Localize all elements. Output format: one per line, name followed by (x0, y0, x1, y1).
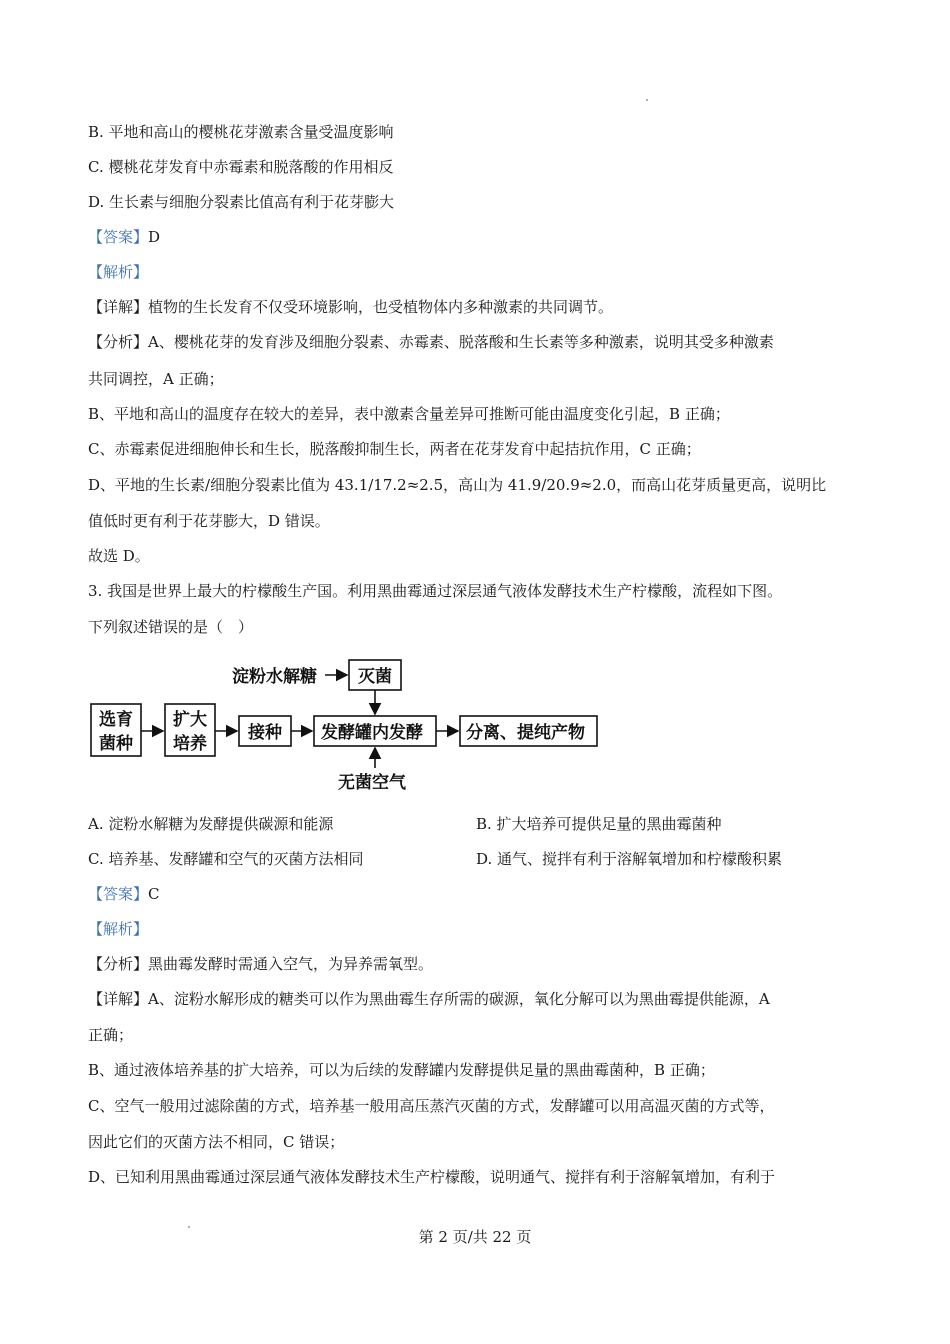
label-separate: 分离、提纯产物 (466, 723, 585, 743)
detail-text: 植物的生长发育不仅受环境影响，也受植物体内多种激素的共同调节。 (148, 298, 614, 316)
q2-option-b: B. 平地和高山的樱桃花芽激素含量受温度影响 (88, 123, 394, 141)
detail-tag: 【详解】 (88, 990, 149, 1008)
label-select-2: 菌种 (99, 734, 133, 754)
label-ferment: 发酵罐内发酵 (321, 723, 423, 743)
fenxi-text: A、樱桃花芽的发育涉及细胞分裂素、赤霉素、脱落酸和生长素等多种激素，说明其受多种激素 (148, 333, 774, 351)
detail-tag: 【详解】 (88, 298, 149, 316)
detail-text: A、淀粉水解形成的糖类可以作为黑曲霉生存所需的碳源，氧化分解可以为黑曲霉提供能源，A (148, 990, 770, 1008)
scan-dot (646, 99, 648, 101)
label-starch: 淀粉水解糖 (232, 667, 317, 687)
flow-diagram (88, 656, 608, 796)
q2-detail (88, 297, 613, 317)
q2-b-line: B、平地和高山的温度存在较大的差异，表中激素含量差异可推断可能由温度变化引起，B 正确； (88, 405, 730, 423)
q3-option-b: B. 扩大培养可提供足量的黑曲霉菌种 (476, 815, 722, 833)
q3-detail-line1 (88, 989, 770, 1009)
q3-d-line1: D、已知利用黑曲霉通过深层通气液体发酵技术生产柠檬酸，说明通气、搅拌有利于溶解氧增加，有利于 (88, 1168, 776, 1186)
q2-option-d: D. 生长素与细胞分裂素比值高有利于花芽膨大 (88, 193, 395, 211)
page-footer: 第 2 页/共 22 页 (418, 1228, 532, 1246)
q3-b-line: B、通过液体培养基的扩大培养，可以为后续的发酵罐内发酵提供足量的黑曲霉菌种，B 正确； (88, 1061, 715, 1079)
label-sterilize: 灭菌 (358, 667, 392, 687)
q3-answer (88, 884, 160, 904)
q3-c-line1: C、空气一般用过滤除菌的方式，培养基一般用高压蒸汽灭菌的方式，发酵罐可以用高温灭菌的方式等， (88, 1097, 775, 1115)
label-select-1: 选育 (99, 710, 133, 730)
answer-tag: 【答案】 (88, 885, 149, 903)
q3-option-c: C. 培养基、发酵罐和空气的灭菌方法相同 (88, 850, 364, 868)
q3-fenxi (88, 954, 433, 974)
q3-option-d: D. 通气、搅拌有利于溶解氧增加和柠檬酸积累 (476, 850, 783, 868)
q3-detail-line2: 正确； (88, 1026, 134, 1044)
q3-c-line2: 因此它们的灭菌方法不相同，C 错误； (88, 1133, 345, 1151)
q2-option-c: C. 樱桃花芽发育中赤霉素和脱落酸的作用相反 (88, 158, 394, 176)
answer-value: D (148, 228, 161, 246)
label-inoculate: 接种 (248, 723, 282, 743)
answer-tag: 【答案】 (88, 228, 149, 246)
fenxi-tag: 【分析】 (88, 955, 149, 973)
fenxi-text: 黑曲霉发酵时需通入空气，为异养需氧型。 (148, 955, 434, 973)
q3-stem-line2: 下列叙述错误的是（ ） (88, 618, 254, 636)
label-air: 无菌空气 (338, 773, 406, 793)
q2-analysis-tag: 【解析】 (88, 263, 149, 281)
q2-d-line2: 值低时更有利于花芽膨大，D 错误。 (88, 512, 330, 530)
q2-conclusion: 故选 D。 (88, 547, 150, 565)
q3-option-a: A. 淀粉水解糖为发酵提供碳源和能源 (88, 815, 334, 833)
q2-d-line1: D、平地的生长素/细胞分裂素比值为 43.1/17.2≈2.5，高山为 41.9/20.9≈2.0，而高山花芽质量更高，说明比 (88, 476, 827, 494)
fenxi-tag: 【分析】 (88, 333, 149, 351)
answer-value: C (148, 885, 160, 903)
label-expand-1: 扩大 (173, 710, 207, 730)
q3-stem-line1: 3. 我国是世界上最大的柠檬酸生产国。利用黑曲霉通过深层通气液体发酵技术生产柠檬酸，流程如下图。 (88, 582, 783, 600)
label-expand-2: 培养 (173, 734, 207, 754)
q2-fenxi-line2: 共同调控，A 正确； (88, 370, 224, 388)
q2-fenxi-line1 (88, 332, 774, 352)
q3-analysis-tag: 【解析】 (88, 920, 149, 938)
q2-c-line: C、赤霉素促进细胞伸长和生长，脱落酸抑制生长，两者在花芽发育中起拮抗作用，C 正确； (88, 440, 701, 458)
q2-answer (88, 227, 160, 247)
